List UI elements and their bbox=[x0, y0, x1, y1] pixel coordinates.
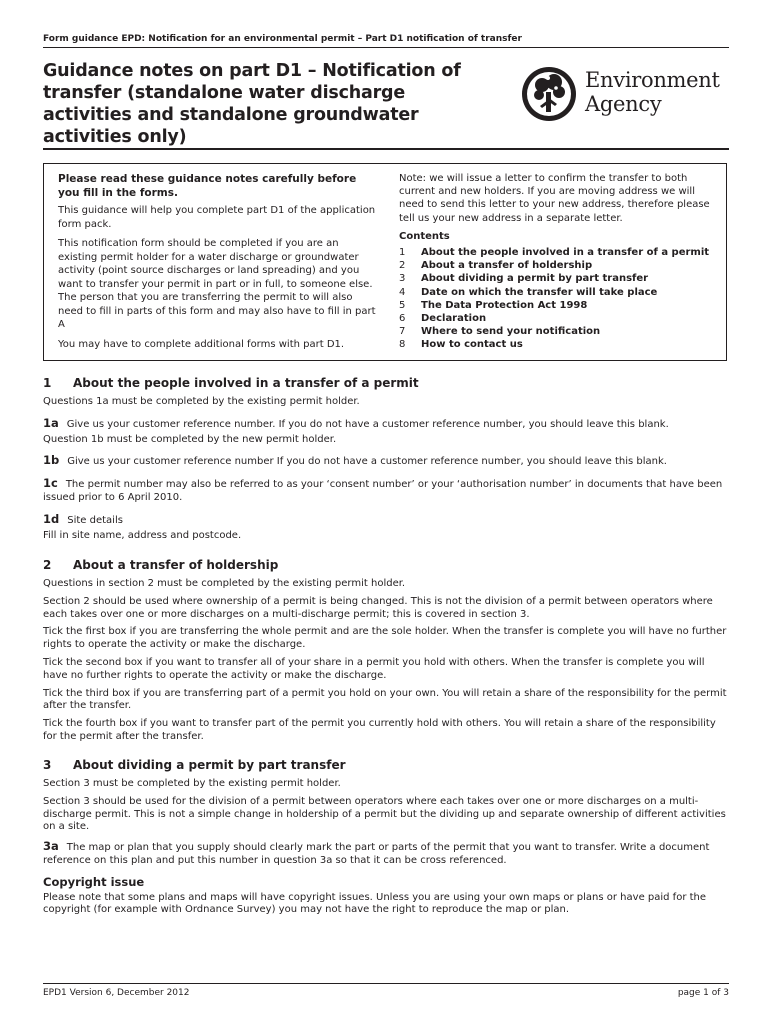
contents-title: Contents bbox=[399, 230, 450, 242]
section-title: About the people involved in a transfer of a permit bbox=[73, 376, 419, 390]
contents-item-number: 2 bbox=[399, 260, 406, 272]
logo-text-line1: Environment bbox=[585, 68, 720, 92]
header-divider bbox=[43, 47, 729, 48]
footer-version: EPD1 Version 6, December 2012 bbox=[43, 988, 190, 998]
intro-left-column bbox=[58, 172, 376, 357]
footer-divider bbox=[43, 983, 729, 984]
intro-paragraph: This guidance will help you complete part D1 of the application form pack. bbox=[58, 205, 376, 230]
section-paragraph: Question 1b must be completed by the new permit holder. bbox=[43, 433, 337, 445]
section-number: 2 bbox=[43, 558, 52, 572]
question-text: Give us your customer reference number. If you do not have a customer reference number, you should leave this blank. bbox=[66, 418, 669, 430]
contents-list bbox=[399, 246, 721, 352]
section-paragraph: Tick the fourth box if you want to transfer part of the permit you currently hold with others. You will retain a share of the responsibility for the permit after the transfer. bbox=[43, 718, 716, 742]
contents-item-number: 8 bbox=[399, 339, 406, 351]
question-1b bbox=[43, 454, 729, 469]
section-paragraph: Section 3 must be completed by the existing permit holder. bbox=[43, 778, 341, 789]
section-title: About a transfer of holdership bbox=[73, 558, 279, 572]
section-3-heading bbox=[43, 758, 729, 773]
contents-item-label: About a transfer of holdership bbox=[421, 260, 593, 272]
section-paragraph: Section 3 should be used for the division of a permit between operators where each takes over one or more discharges on a multi-discharge permit. This is not a simple change in holdership of a permit but the dividing up and separate ownership of different activities on a site. bbox=[43, 795, 726, 833]
environment-agency-logo bbox=[521, 66, 731, 122]
contents-item[interactable] bbox=[399, 338, 721, 351]
question-text: Give us your customer reference number If you do not have a customer reference number, you should leave this blank. bbox=[67, 456, 667, 468]
copyright-paragraph: Please note that some plans and maps will have copyright issues. Unless you are using your own maps or plans or have paid for the copyright (for example with Ordnance Survey) you may not have the right to reproduce the map or plan. bbox=[43, 891, 707, 916]
contents-item-number: 6 bbox=[399, 313, 406, 325]
section-paragraph: Tick the third box if you are transferring part of a permit you hold on your own. You will retain a share of the responsibility for the permit after the transfer. bbox=[43, 687, 727, 712]
question-label: 1d bbox=[43, 511, 60, 526]
section-1 bbox=[43, 376, 729, 542]
question-label: 1b bbox=[43, 453, 60, 468]
copyright-heading: Copyright issue bbox=[43, 874, 145, 889]
section-number: 1 bbox=[43, 376, 52, 390]
intro-box bbox=[43, 163, 727, 361]
section-paragraph: Section 2 should be used where ownership of a permit is being changed. This is not the division of a permit between operators where each takes over one or more discharges on a multi-discharge permit; this is covered in section 3. bbox=[43, 595, 713, 620]
question-label: 1a bbox=[43, 415, 59, 430]
contents-item-label: Declaration bbox=[421, 313, 487, 325]
intro-lead: Please read these guidance notes carefully before you fill in the forms. bbox=[58, 173, 357, 199]
contents-item[interactable] bbox=[399, 286, 721, 299]
contents-item[interactable] bbox=[399, 299, 721, 312]
logo-text-line2: Agency bbox=[585, 92, 662, 116]
question-1a bbox=[43, 417, 729, 432]
contents-item[interactable] bbox=[399, 325, 721, 338]
section-2 bbox=[43, 558, 729, 744]
contents-item-label: How to contact us bbox=[421, 339, 523, 351]
contents-item-label: The Data Protection Act 1998 bbox=[421, 299, 588, 311]
intro-paragraph: This notification form should be completed if you are an existing permit holder for a water discharge or groundwater activity (point source discharges or land spreading) and you want to transfer your permit in part or in full, to someone else. The person that you are transferring the permit to will also need to fill in parts of this form and may also have to fill in part A bbox=[58, 238, 376, 330]
footer-page-number: page 1 of 3 bbox=[677, 988, 729, 998]
section-paragraph: Fill in site name, address and postcode. bbox=[43, 529, 242, 541]
contents-item-label: About dividing a permit by part transfer bbox=[421, 273, 649, 285]
section-paragraph: Tick the second box if you want to transfer all of your share in a permit you hold with others. When the transfer is complete you will have no further rights to operate the activity or make the discharge. bbox=[43, 656, 705, 681]
contents-item[interactable] bbox=[399, 246, 721, 259]
question-label: 1c bbox=[43, 476, 58, 491]
question-1c bbox=[43, 477, 729, 505]
section-paragraph: Questions 1a must be completed by the existing permit holder. bbox=[43, 396, 360, 407]
intro-paragraph: You may have to complete additional forms with part D1. bbox=[58, 338, 345, 350]
question-text: Site details bbox=[67, 514, 123, 526]
page-title: Guidance notes on part D1 – Notification of transfer (standalone water discharge activities and standalone groundwater activities only) bbox=[43, 61, 461, 147]
intro-right-column bbox=[399, 172, 721, 352]
section-3 bbox=[43, 758, 729, 917]
contents-item-number: 5 bbox=[399, 299, 406, 311]
contents-item-number: 7 bbox=[399, 326, 406, 338]
question-text: The map or plan that you supply should clearly mark the part or parts of the permit that you want to transfer. Write a document reference on this plan and put this number in question 3a so that it can be cross referenced. bbox=[43, 842, 710, 866]
contents-item[interactable] bbox=[399, 272, 721, 285]
contents-item[interactable] bbox=[399, 259, 721, 272]
section-number: 3 bbox=[43, 758, 52, 772]
contents-item-label: About the people involved in a transfer of a permit bbox=[421, 247, 710, 259]
section-paragraph: Questions in section 2 must be completed by the existing permit holder. bbox=[43, 578, 406, 589]
contents-item-number: 1 bbox=[399, 247, 406, 259]
question-1d bbox=[43, 513, 729, 528]
transfer-note: Note: we will issue a letter to confirm the transfer to both current and new holders. If you are moving address we will need to send this letter to your new address, therefore please tell us your new address in a separate letter. bbox=[399, 173, 710, 224]
contents-item[interactable] bbox=[399, 312, 721, 325]
question-3a bbox=[43, 840, 729, 868]
question-text: The permit number may also be referred to as your ‘consent number’ or your ‘authorisation number’ in documents that have been issued prior to 6 April 2010. bbox=[43, 479, 723, 503]
section-paragraph: Tick the first box if you are transferring the whole permit and are the sole holder. When the transfer is complete you will have no further rights to operate the activity or make the discharge. bbox=[43, 626, 727, 651]
tree-icon bbox=[521, 66, 577, 122]
contents-item-label: Where to send your notification bbox=[421, 326, 601, 338]
form-header-line: Form guidance EPD: Notification for an environmental permit – Part D1 notification of transfer bbox=[43, 34, 522, 44]
section-2-heading bbox=[43, 558, 729, 573]
contents-item-number: 4 bbox=[399, 286, 406, 298]
contents-item-label: Date on which the transfer will take place bbox=[421, 286, 658, 298]
section-title: About dividing a permit by part transfer bbox=[73, 758, 346, 772]
contents-item-number: 3 bbox=[399, 273, 406, 285]
title-divider bbox=[43, 148, 729, 150]
section-1-heading bbox=[43, 376, 729, 391]
question-label: 3a bbox=[43, 839, 59, 854]
